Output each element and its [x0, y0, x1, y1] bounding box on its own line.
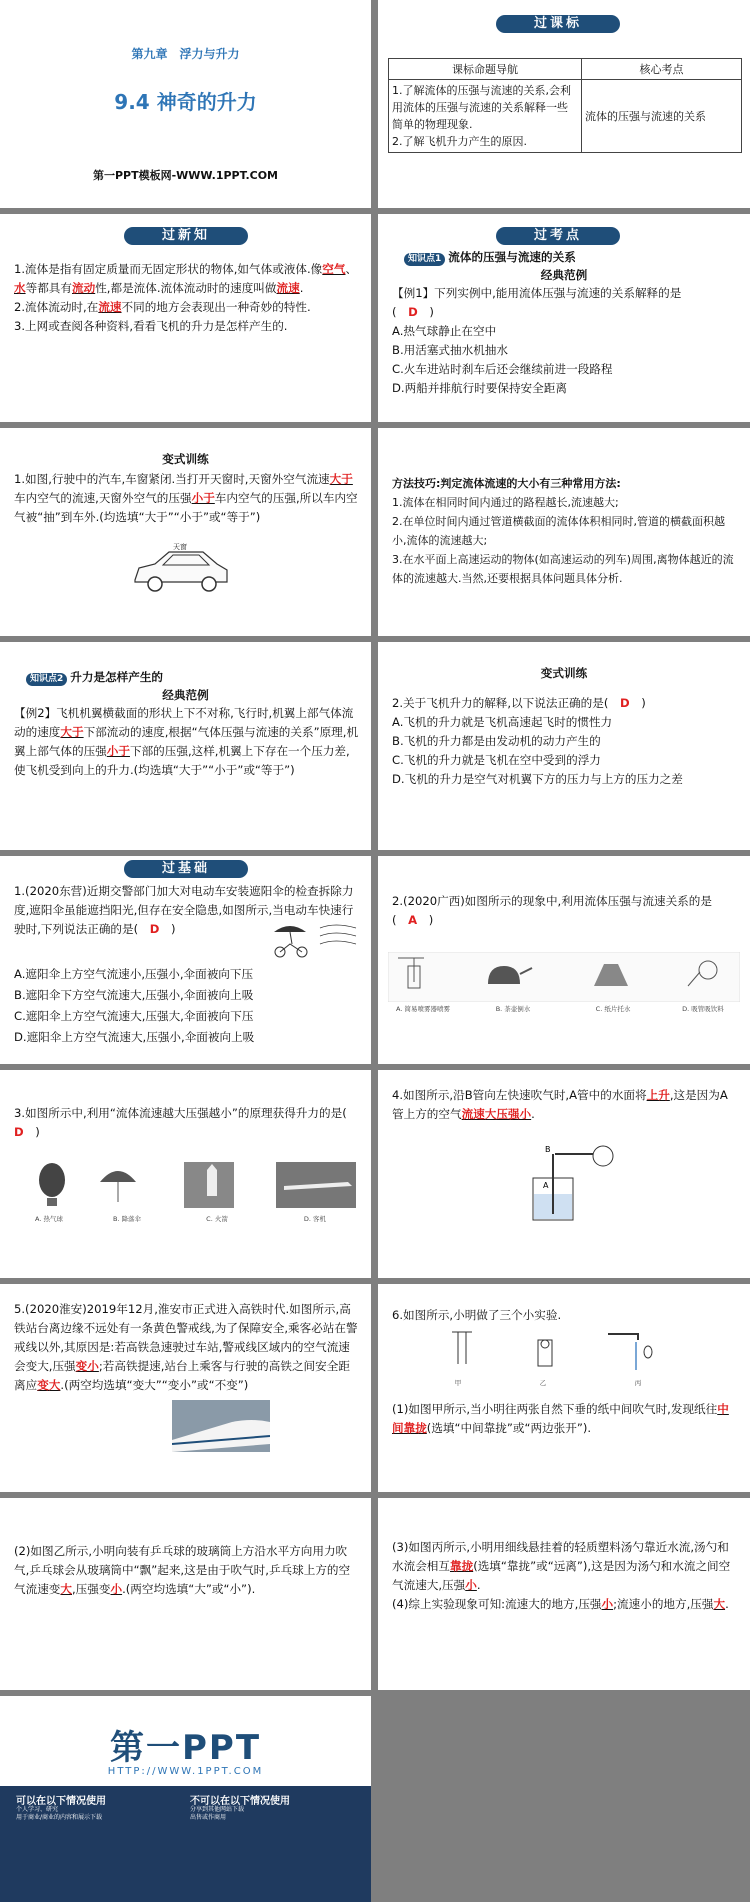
chapter-title: 第九章 浮力与升力: [131, 47, 240, 61]
question: 2.关于飞机升力的解释,以下说法正确的是( D ) A.飞机的升力就是飞机高速起飞时的惯性力 B.飞机的升力都是由发动机的动力产生的 C.飞机的升力就是飞机在空中受到的浮力 D.飞机的升力是空气对机翼下方的压力与上方的压力之差: [392, 696, 683, 786]
slide-credits: [0, 1696, 371, 1902]
caption: B. 茶壶倒水: [495, 1005, 531, 1013]
slide-basic-6b: [0, 1498, 371, 1690]
caption: C. 纸片托水: [595, 1005, 631, 1013]
slide-basic-2: [378, 856, 750, 1064]
subheading: 变式训练: [540, 666, 588, 680]
phenomena-illustrations: [388, 952, 740, 1002]
allowed-item: 用于商业/商业的内容和展示下载: [16, 1814, 103, 1821]
slide-basic-3: [0, 1070, 371, 1278]
not-allowed-title: 不可以在以下情况使用: [190, 1796, 290, 1807]
table-header: 核心考点: [582, 59, 742, 80]
caption: A. 热气球: [35, 1215, 63, 1223]
knowledge-point: 知识点1 流体的压强与流速的关系: [404, 248, 734, 267]
slide-curriculum: [378, 0, 750, 208]
slide-variant-1: [0, 428, 371, 636]
high-speed-train-photo: [172, 1400, 270, 1452]
slide-basic-5: [0, 1284, 371, 1492]
logo-url: HTTP://WWW.1PPT.COM: [107, 1766, 264, 1777]
section-pill: 过新知: [124, 227, 248, 245]
table-cell: 流体的压强与流速的关系: [582, 80, 742, 153]
subheading: 经典范例: [540, 268, 588, 282]
section-pill: 过基础: [124, 860, 248, 878]
lesson-title: 9.4 神奇的升力: [114, 90, 257, 114]
section-pill: 过考点: [496, 227, 620, 245]
options: A.遮阳伞上方空气流速小,压强小,伞面被向下压 B.遮阳伞下方空气流速大,压强小,伞面被向上吸 C.遮阳伞上方空气流速大,压强大,伞面被向下压 D.遮阳伞上方空气流速大,压强小,伞面被向上吸: [14, 967, 255, 1044]
curriculum-table: [388, 58, 742, 153]
site-label: 第一PPT模板网-WWW.1PPT.COM: [92, 169, 279, 182]
slide-method: [378, 428, 750, 636]
caption: 乙: [539, 1379, 547, 1387]
not-allowed-item: 分享到其他网站下载: [190, 1806, 245, 1813]
license-box: [0, 1786, 371, 1902]
slide-basic-1: [0, 856, 371, 1064]
car-illustration: [125, 540, 235, 596]
slide-basic-6c: [378, 1498, 750, 1690]
three-experiments-illustration: [438, 1326, 678, 1376]
tube-experiment-illustration: [523, 1138, 623, 1224]
caption: D. 吸管吸饮料: [682, 1005, 724, 1013]
question: (3)如图丙所示,小明用细线悬挂着的轻质塑料汤勺靠近水流,汤勺和水流会相互靠拢(选填“靠拢”或“远离”),这是因为汤勺和水流之间空气流速大,压强小. (4)综上实验现象可知:流速大的地方,压强小;流速小的地方,压强大.: [392, 1540, 731, 1611]
logo: 第一PPT: [109, 1728, 262, 1768]
table-cell: 1.了解流体的压强与流速的关系,会利用流体的压强与流速的关系解释一些简单的物理现象. 2.了解飞机升力产生的原因.: [389, 80, 582, 153]
slide-basic-4: [378, 1070, 750, 1278]
slide-title: [0, 0, 371, 208]
slide-exam-point-1: [378, 214, 750, 422]
question: 【例1】下列实例中,能用流体压强与流速的关系解释的是 ( D ) A.热气球静止在空中 B.用活塞式抽水机抽水 C.火车进站时刹车后还会继续前进一段路程 D.两船并排航行时要保持安全距离: [392, 286, 682, 395]
paragraph: 1.流体是指有固定质量而无固定形状的物体,如气体或液体.像空气、水等都具有流动性,都是流体.流体流动时的速度叫做流速. 2.流体流动时,在流速不同的地方会表现出一种奇妙的特性. 3.上网或查阅各种资料,看看飞机的升力是怎样产生的.: [14, 262, 358, 333]
slide-new-knowledge: [0, 214, 371, 422]
caption: D. 客机: [303, 1215, 327, 1223]
question: 2.(2020广西)如图所示的现象中,利用流体压强与流速关系的是 ( A ): [392, 894, 712, 927]
allowed-item: 个人学习、研究: [16, 1806, 59, 1813]
aircraft-illustrations: [12, 1160, 362, 1210]
allowed-title: 可以在以下情况使用: [16, 1796, 106, 1807]
caption: 丙: [634, 1379, 642, 1387]
table-header: 课标命题导航: [389, 59, 582, 80]
question: 1.如图,行驶中的汽车,车窗紧闭.当打开天窗时,天窗外空气流速大于车内空气的流速,天窗外空气的压强小于车内空气的压强,所以车内空气被“抽”到车外.(均选填“大于”“小于”或“等于”): [14, 472, 358, 524]
caption: C. 火箭: [206, 1215, 228, 1223]
subheading: 经典范例: [162, 688, 209, 702]
subheading: 变式训练: [162, 452, 209, 466]
slide-variant-2: [378, 642, 750, 850]
tube-label-a: A: [543, 1181, 549, 1190]
slide-basic-6a: [378, 1284, 750, 1492]
question: 1.(2020东营)近期交警部门加大对电动车安装遮阳伞的检查拆除力度,遮阳伞虽能遮挡阳光,但存在安全隐患,如图所示,当电动车快速行驶时,下列说法正确的是( D ): [14, 884, 354, 936]
sunroof-label: 天窗: [173, 543, 187, 551]
question: 【例2】飞机机翼横截面的形状上下不对称,飞行时,机翼上部气体流动的速度大于下部流动的速度,根据“气体压强与流速的关系”原理,机翼上部气体的压强小于下部的压强,这样,机翼上下存在一个压力差,使飞机受到向上的升力.(均选填“大于”“小于”或“等于”): [14, 706, 359, 777]
caption: B. 降落伞: [112, 1215, 142, 1223]
caption: A. 简易喷雾器喷雾: [396, 1005, 450, 1013]
not-allowed-item: 出售或作商用: [190, 1814, 227, 1821]
ebike-umbrella-illustration: [270, 918, 360, 958]
knowledge-point: 知识点2 升力是怎样产生的: [26, 668, 356, 687]
section-pill: 过课标: [496, 15, 620, 33]
tube-label-b: B: [545, 1145, 551, 1154]
question: 6.如图所示,小明做了三个小实验.: [392, 1308, 562, 1322]
slide-exam-point-2: [0, 642, 371, 850]
method-text: 方法技巧:判定流体流速的大小有三种常用方法: 1.流体在相同时间内通过的路程越长,流速越大; 2.在单位时间内通过管道横截面的流体体积相同时,管道的横截面积越小,流体的流速越大; 3.在水平面上高速运动的物体(如高速运动的列车)周围,离物体越近的流体的流速越大.当然,还要根据具体问题具体分析.: [392, 477, 734, 585]
caption: 甲: [454, 1379, 462, 1387]
question: (2)如图乙所示,小明向装有乒乓球的玻璃筒上方沿水平方向用力吹气,乒乓球会从玻璃筒中“飘”起来,这是由于吹气时,乒乓球上方的空气流速变大,压强变小.(两空均选填“大”或“小”).: [14, 1544, 351, 1596]
question: (1)如图甲所示,当小明往两张自然下垂的纸中间吹气时,发现纸往中间靠拢(选填“中间靠拢”或“两边张开”).: [392, 1402, 729, 1435]
question: 3.如图所示中,利用“流体流速越大压强越小”的原理获得升力的是( D ): [14, 1106, 359, 1139]
question: 4.如图所示,沿B管向左快速吹气时,A管中的水面将上升,这是因为A管上方的空气流速大压强小.: [392, 1088, 728, 1121]
question: 5.(2020淮安)2019年12月,淮安市正式进入高铁时代.如图所示,高铁站台离边缘不远处有一条黄色警戒线,为了保障安全,乘客必站在警戒线以外,其原因是:若高铁急速驶过车站,警戒线区域内的空气流速会变大,压强变小;若高铁提速,站台上乘客与行驶的高铁之间安全距离应变大.(两空均选填“变大”“变小”或“不变”): [14, 1302, 358, 1392]
